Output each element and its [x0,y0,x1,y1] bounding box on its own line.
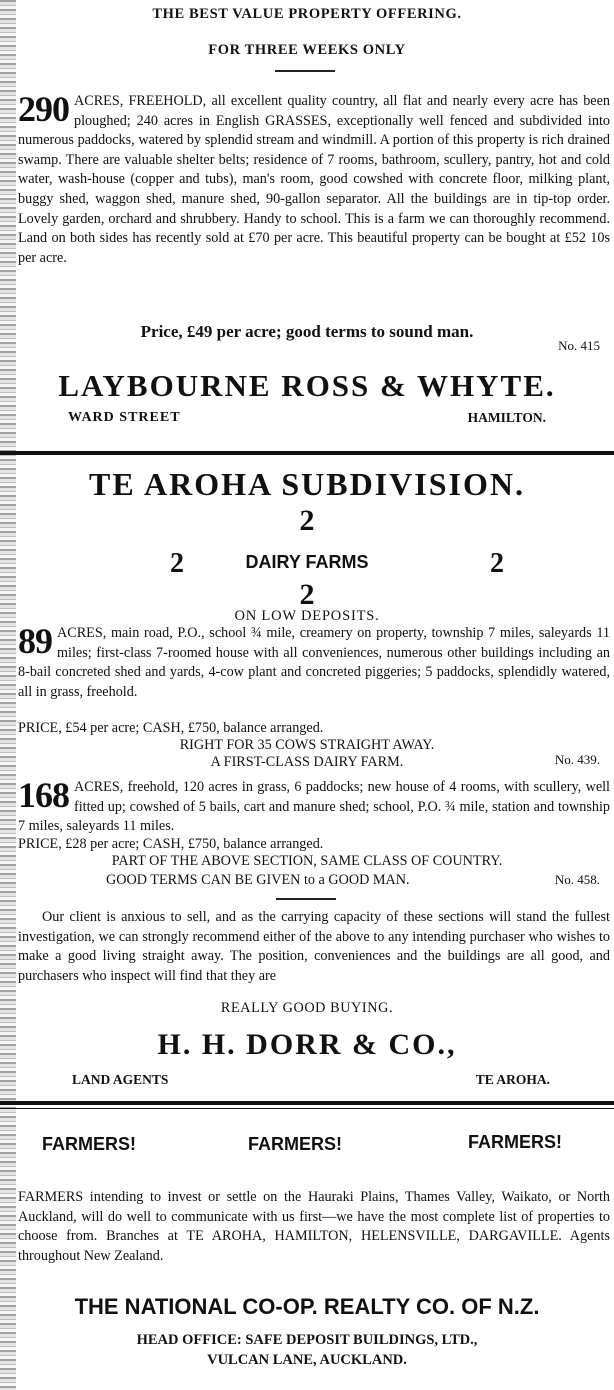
ad2-agent: H. H. DORR & CO., [157,1028,457,1061]
ad2-agent-role: LAND AGENTS [72,1072,169,1087]
farm1-line2: A FIRST-CLASS DAIRY FARM. [210,754,404,770]
farm1-body-text: ACRES, main road, P.O., school ¾ mile, creamery on property, township 7 miles, saleyards 11 miles; first-class 7-roomed house with all conveniences, numerous other buildings including an 8-bail concreted shed and yards, 4-cow plant and concreted piggeries; 5 paddocks, splendidly watered, all in grass, freehold. [18,625,610,700]
farm1-lead-number: 89 [18,621,52,661]
section-divider [0,451,614,455]
ad1-price: Price, £49 per acre; good terms to sound man. [140,322,474,341]
farm1-line1: RIGHT FOR 35 COWS STRAIGHT AWAY. [179,737,435,753]
ad1-ref: No. 415 [558,338,600,353]
ad2-closing-tag: REALLY GOOD BUYING. [220,1000,394,1016]
ad2-subtitle: DAIRY FARMS [245,552,369,572]
ad2-num-right: 2 [490,548,504,579]
section-divider-thin [0,1108,614,1109]
ad2-deposits: ON LOW DEPOSITS. [234,608,380,624]
ad2-num-top: 2 [299,504,315,537]
ad3-office-line2: VULCAN LANE, AUCKLAND. [207,1352,407,1368]
ad3-farmers-center: FARMERS! [248,1134,342,1154]
ad2-farm1-body [18,621,610,702]
farm2-lead-number: 168 [18,775,69,815]
farm2-body-text: ACRES, freehold, 120 acres in grass, 6 paddocks; new house of 4 rooms, with scullery, well fitted up; cowshed of 5 bails, cart and manure shed; school, P.O. ¾ mile, station and township 7 miles, saleyards 11 miles. [18,779,610,835]
ad1-street: WARD STREET [68,410,181,425]
ad2-num-left: 2 [170,548,184,579]
ad1-town: HAMILTON. [467,410,546,425]
ad2-num-bottom: 2 [299,578,315,611]
ad1-lead-number: 290 [18,89,69,129]
ad3-farmers-right: FARMERS! [468,1132,562,1152]
ad1-body-text: ACRES, FREEHOLD, all excellent quality country, all flat and nearly every acre has been ploughed; 240 acres in English GRASSES, exceptionally well fenced and subdivided into numerous paddocks, watered by splendid stream and windmill. A portion of this property is rich drained swamp. There are valuable shelter belts; residence of 7 rooms, bathroom, scullery, pantry, hot and cold water, wash-house (copper and tubs), man's room, good cowshed with concrete floor, milking plant, buggy shed, waggon shed, manure shed, 90-gallon separator. All the buildings are in tip-top order. Lovely garden, orchard and shrubbery. Handy to school. This is a farm we can thoroughly recommend. Land on both sides has recently sold at £70 per acre. This beautiful property can be bought at £52 10s per acre. [18,93,610,266]
farm2-price: PRICE, £28 per acre; CASH, £750, balance arranged. [18,836,324,852]
ad2-closing: Our client is anxious to sell, and as the carrying capacity of these sections will stand the fullest investigation, we can strongly recommend either of the above to any intending purchaser who wishes to make a good living straight away. The position, conveniences and the buildings are all good, and purchasers who inspect will find that they are [18,909,610,984]
farm2-line2: GOOD TERMS CAN BE GIVEN to a GOOD MAN. [106,872,410,888]
farm1-ref: No. 439. [554,752,600,767]
short-divider [275,70,335,72]
ad1-subheader: FOR THREE WEEKS ONLY [208,42,406,58]
ad3-company: THE NATIONAL CO-OP. REALTY CO. OF N.Z. [74,1294,540,1319]
ad1-agent: LAYBOURNE ROSS & WHYTE. [58,368,556,403]
farm2-line1: PART OF THE ABOVE SECTION, SAME CLASS OF COUNTRY. [111,853,503,869]
ad3-farmers-left: FARMERS! [42,1134,136,1154]
farm1-price: PRICE, £54 per acre; CASH, £750, balance arranged. [18,720,324,736]
farm2-ref: No. 458. [554,872,600,887]
ad3-office-line1: HEAD OFFICE: SAFE DEPOSIT BUILDINGS, LTD., [136,1332,478,1348]
ad2-title: TE AROHA SUBDIVISION. [89,466,525,502]
ad1-body [18,89,610,268]
ad2-farm2-body [18,775,610,837]
ad1-header: THE BEST VALUE PROPERTY OFFERING. [152,6,462,22]
ad2-town: TE AROHA. [475,1072,550,1087]
short-divider [276,898,336,900]
section-divider [0,1101,614,1105]
ad3-body: FARMERS intending to invest or settle on the Hauraki Plains, Thames Valley, Waikato, or North Auckland, will do well to communicate with us first—we have the most complete list of properties to choose from. Branches at TE AROHA, HAMILTON, HELENSVILLE, DARGAVILLE. Agents throughout New Zealand. [18,1189,610,1264]
